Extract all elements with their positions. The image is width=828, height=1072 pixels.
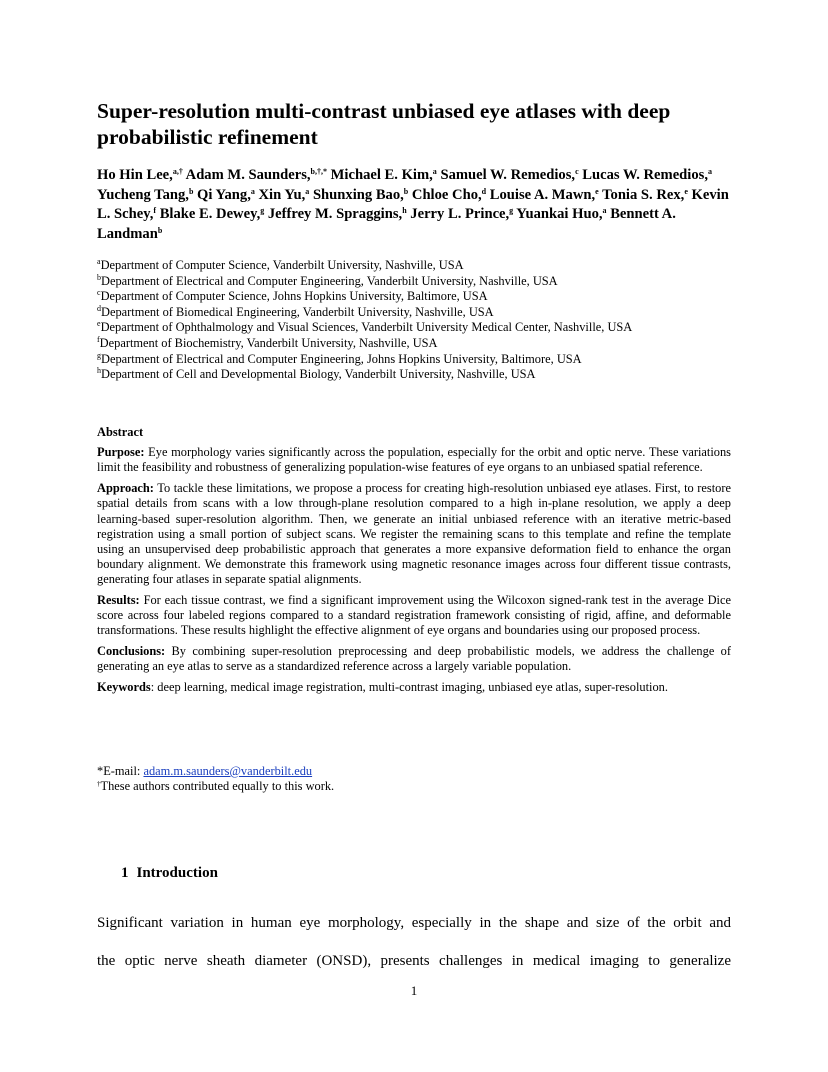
approach-text: To tackle these limitations, we propose a process for creating high-resolution unbiased eye atlases. First, to restore spatial details from scans with a low through-plane resolution compared to a high in-plane resolution, we apply a deep learning-based super-resolution algorithm. Then, we generate an initial unbiased reference with an iterative metric-based registration using a small portion of subject scans. We register the remaining scans to this template and refine the template using an unsupervised deep probabilistic approach that generates a more expansive deformation field to enhance the organ boundary alignment. We demonstrate this framework using magnetic resonance images across four different tissue contrasts, generating four atlases in separate spatial alignments. <box>97 481 731 587</box>
email-link[interactable]: adam.m.saunders@vanderbilt.edu <box>143 764 313 778</box>
equal-contribution-text: These authors contributed equally to this work. <box>100 779 335 794</box>
author-name: Louise A. Mawn, <box>489 186 596 203</box>
author-affiliation-mark: a <box>707 167 712 176</box>
footnotes <box>97 764 731 795</box>
body-text-line: Significant variation in human eye morphology, especially in the shape and size of the orbit and <box>97 915 731 931</box>
affiliation <box>97 320 737 336</box>
author-name: Xin Yu, <box>258 186 306 203</box>
section-title: Introduction <box>136 865 218 881</box>
affiliation-mark: c <box>97 288 101 298</box>
paper-title <box>97 98 737 150</box>
page-number: 1 <box>410 983 418 998</box>
section-heading-introduction <box>121 865 218 882</box>
affiliation <box>97 367 737 383</box>
results-text: For each tissue contrast, we find a significant improvement using the Wilcoxon signed-rank test in the average Dice score across four labeled regions compared to a standard registration framework consisting of rigid, affine, and deformable transformations. These results highlight the effective alignment of eye organs and boundaries using our proposed process. <box>97 593 731 638</box>
author-name: Jeffrey M. Spraggins, <box>267 206 403 223</box>
body-text-line: the optic nerve sheath diameter (ONSD), presents challenges in medical imaging to generalize <box>97 953 731 969</box>
author-affiliation-mark: d <box>481 186 487 196</box>
abstract <box>97 425 731 701</box>
author-name: Shunxing Bao, <box>312 186 404 203</box>
email-note <box>97 764 731 779</box>
abstract-results <box>97 593 731 639</box>
affiliation <box>97 305 737 321</box>
purpose-label: Purpose: <box>97 445 145 460</box>
abstract-conclusions <box>97 644 731 674</box>
affiliation <box>97 352 737 368</box>
title-line: probabilistic refinement <box>97 125 318 149</box>
author-name: Qi Yang, <box>197 186 251 203</box>
abstract-heading: Abstract <box>97 425 144 439</box>
author-name: Ho Hin Lee, <box>97 167 173 183</box>
author-name: Kevin L. Schey, <box>97 186 729 223</box>
author-affiliation-mark: g <box>260 206 265 216</box>
keywords <box>97 680 731 695</box>
author-affiliation-mark: a <box>305 186 310 196</box>
author-name: Lucas W. Remedios, <box>582 167 708 183</box>
conclusions-label: Conclusions: <box>97 644 166 659</box>
affiliation-mark: d <box>97 303 101 313</box>
affiliation-mark: a <box>97 257 101 266</box>
title-line: Super-resolution multi-contrast unbiased eye atlases with deep <box>97 99 671 123</box>
affiliation <box>97 258 737 274</box>
author-name: Adam M. Saunders, <box>185 167 311 183</box>
author-affiliation-mark: e <box>595 186 599 196</box>
section-number: 1 <box>121 865 129 881</box>
affiliation-text: Department of Ophthalmology and Visual Sciences, Vanderbilt University Medical Center, Nashville, USA <box>100 320 633 335</box>
author-name: Samuel W. Remedios, <box>440 167 576 183</box>
email-label: *E-mail: <box>97 764 144 778</box>
approach-label: Approach: <box>97 481 154 496</box>
author-affiliation-mark: b <box>188 186 194 196</box>
affiliation-text: Department of Cell and Developmental Biology, Vanderbilt University, Nashville, USA <box>101 367 536 382</box>
author-affiliation-mark: a <box>602 206 607 216</box>
author-affiliation-mark: a <box>432 167 437 176</box>
author-affiliation-mark: b <box>157 225 163 235</box>
conclusions-text: By combining super-resolution preprocessing and deep probabilistic models, we address the challenge of generating an eye atlas to serve as a standardized reference across a largely variable population. <box>97 644 731 674</box>
affiliation-text: Department of Electrical and Computer Engineering, Johns Hopkins University, Baltimore, USA <box>101 351 582 366</box>
affiliation <box>97 274 737 290</box>
affiliation-text: Department of Electrical and Computer Engineering, Vanderbilt University, Nashville, USA <box>101 273 558 288</box>
abstract-approach <box>97 481 731 587</box>
affiliation-mark: g <box>97 350 101 360</box>
author-affiliation-mark: a,† <box>172 167 183 176</box>
author-name: Tonia S. Rex, <box>602 186 685 203</box>
author-name: Jerry L. Prince, <box>410 206 510 223</box>
affiliation-mark: e <box>97 319 101 329</box>
author-affiliation-mark: g <box>509 206 514 216</box>
author-name: Yuankai Huo, <box>516 206 603 223</box>
affiliation-mark: f <box>97 334 100 344</box>
affiliation-text: Department of Biochemistry, Vanderbilt University, Nashville, USA <box>99 335 438 350</box>
author-name: Yucheng Tang, <box>97 186 189 203</box>
author-name: Chloe Cho, <box>411 186 482 203</box>
author-name: Michael E. Kim, <box>330 167 433 183</box>
equal-contribution-note <box>97 779 731 794</box>
author-affiliation-mark: f <box>153 206 157 216</box>
dagger-mark: † <box>97 780 101 789</box>
author-affiliation-mark: b <box>403 186 409 196</box>
affiliation-mark: h <box>97 366 101 376</box>
affiliation-mark: b <box>97 272 101 282</box>
keywords-label: Keywords <box>97 680 151 695</box>
author-affiliation-mark: e <box>684 186 688 196</box>
results-label: Results: <box>97 593 140 608</box>
affiliation-text: Department of Computer Science, Johns Hopkins University, Baltimore, USA <box>100 289 488 304</box>
affiliation-text: Department of Computer Science, Vanderbilt University, Nashville, USA <box>100 258 464 272</box>
affiliation <box>97 289 737 305</box>
author-name: Bennett A. Landman <box>97 206 676 242</box>
author-affiliation-mark: h <box>402 206 407 216</box>
affiliation-list <box>97 258 737 383</box>
author-list <box>97 166 737 244</box>
author-affiliation-mark: a <box>250 186 255 196</box>
purpose-text: Eye morphology varies significantly across the population, especially for the orbit and optic nerve. These variations limit the feasibility and robustness of generalizing population-wise features of eye organs to an unbiased spatial reference. <box>97 445 731 475</box>
author-affiliation-mark: b,†,* <box>310 167 327 176</box>
introduction-body <box>97 904 731 980</box>
affiliation-text: Department of Biomedical Engineering, Vanderbilt University, Nashville, USA <box>101 304 494 319</box>
author-name: Blake E. Dewey, <box>159 206 261 223</box>
author-affiliation-mark: c <box>575 167 579 176</box>
keywords-text: : deep learning, medical image registration, multi-contrast imaging, unbiased eye atlas, super-resolution. <box>150 680 668 695</box>
abstract-purpose <box>97 445 731 475</box>
affiliation <box>97 336 737 352</box>
